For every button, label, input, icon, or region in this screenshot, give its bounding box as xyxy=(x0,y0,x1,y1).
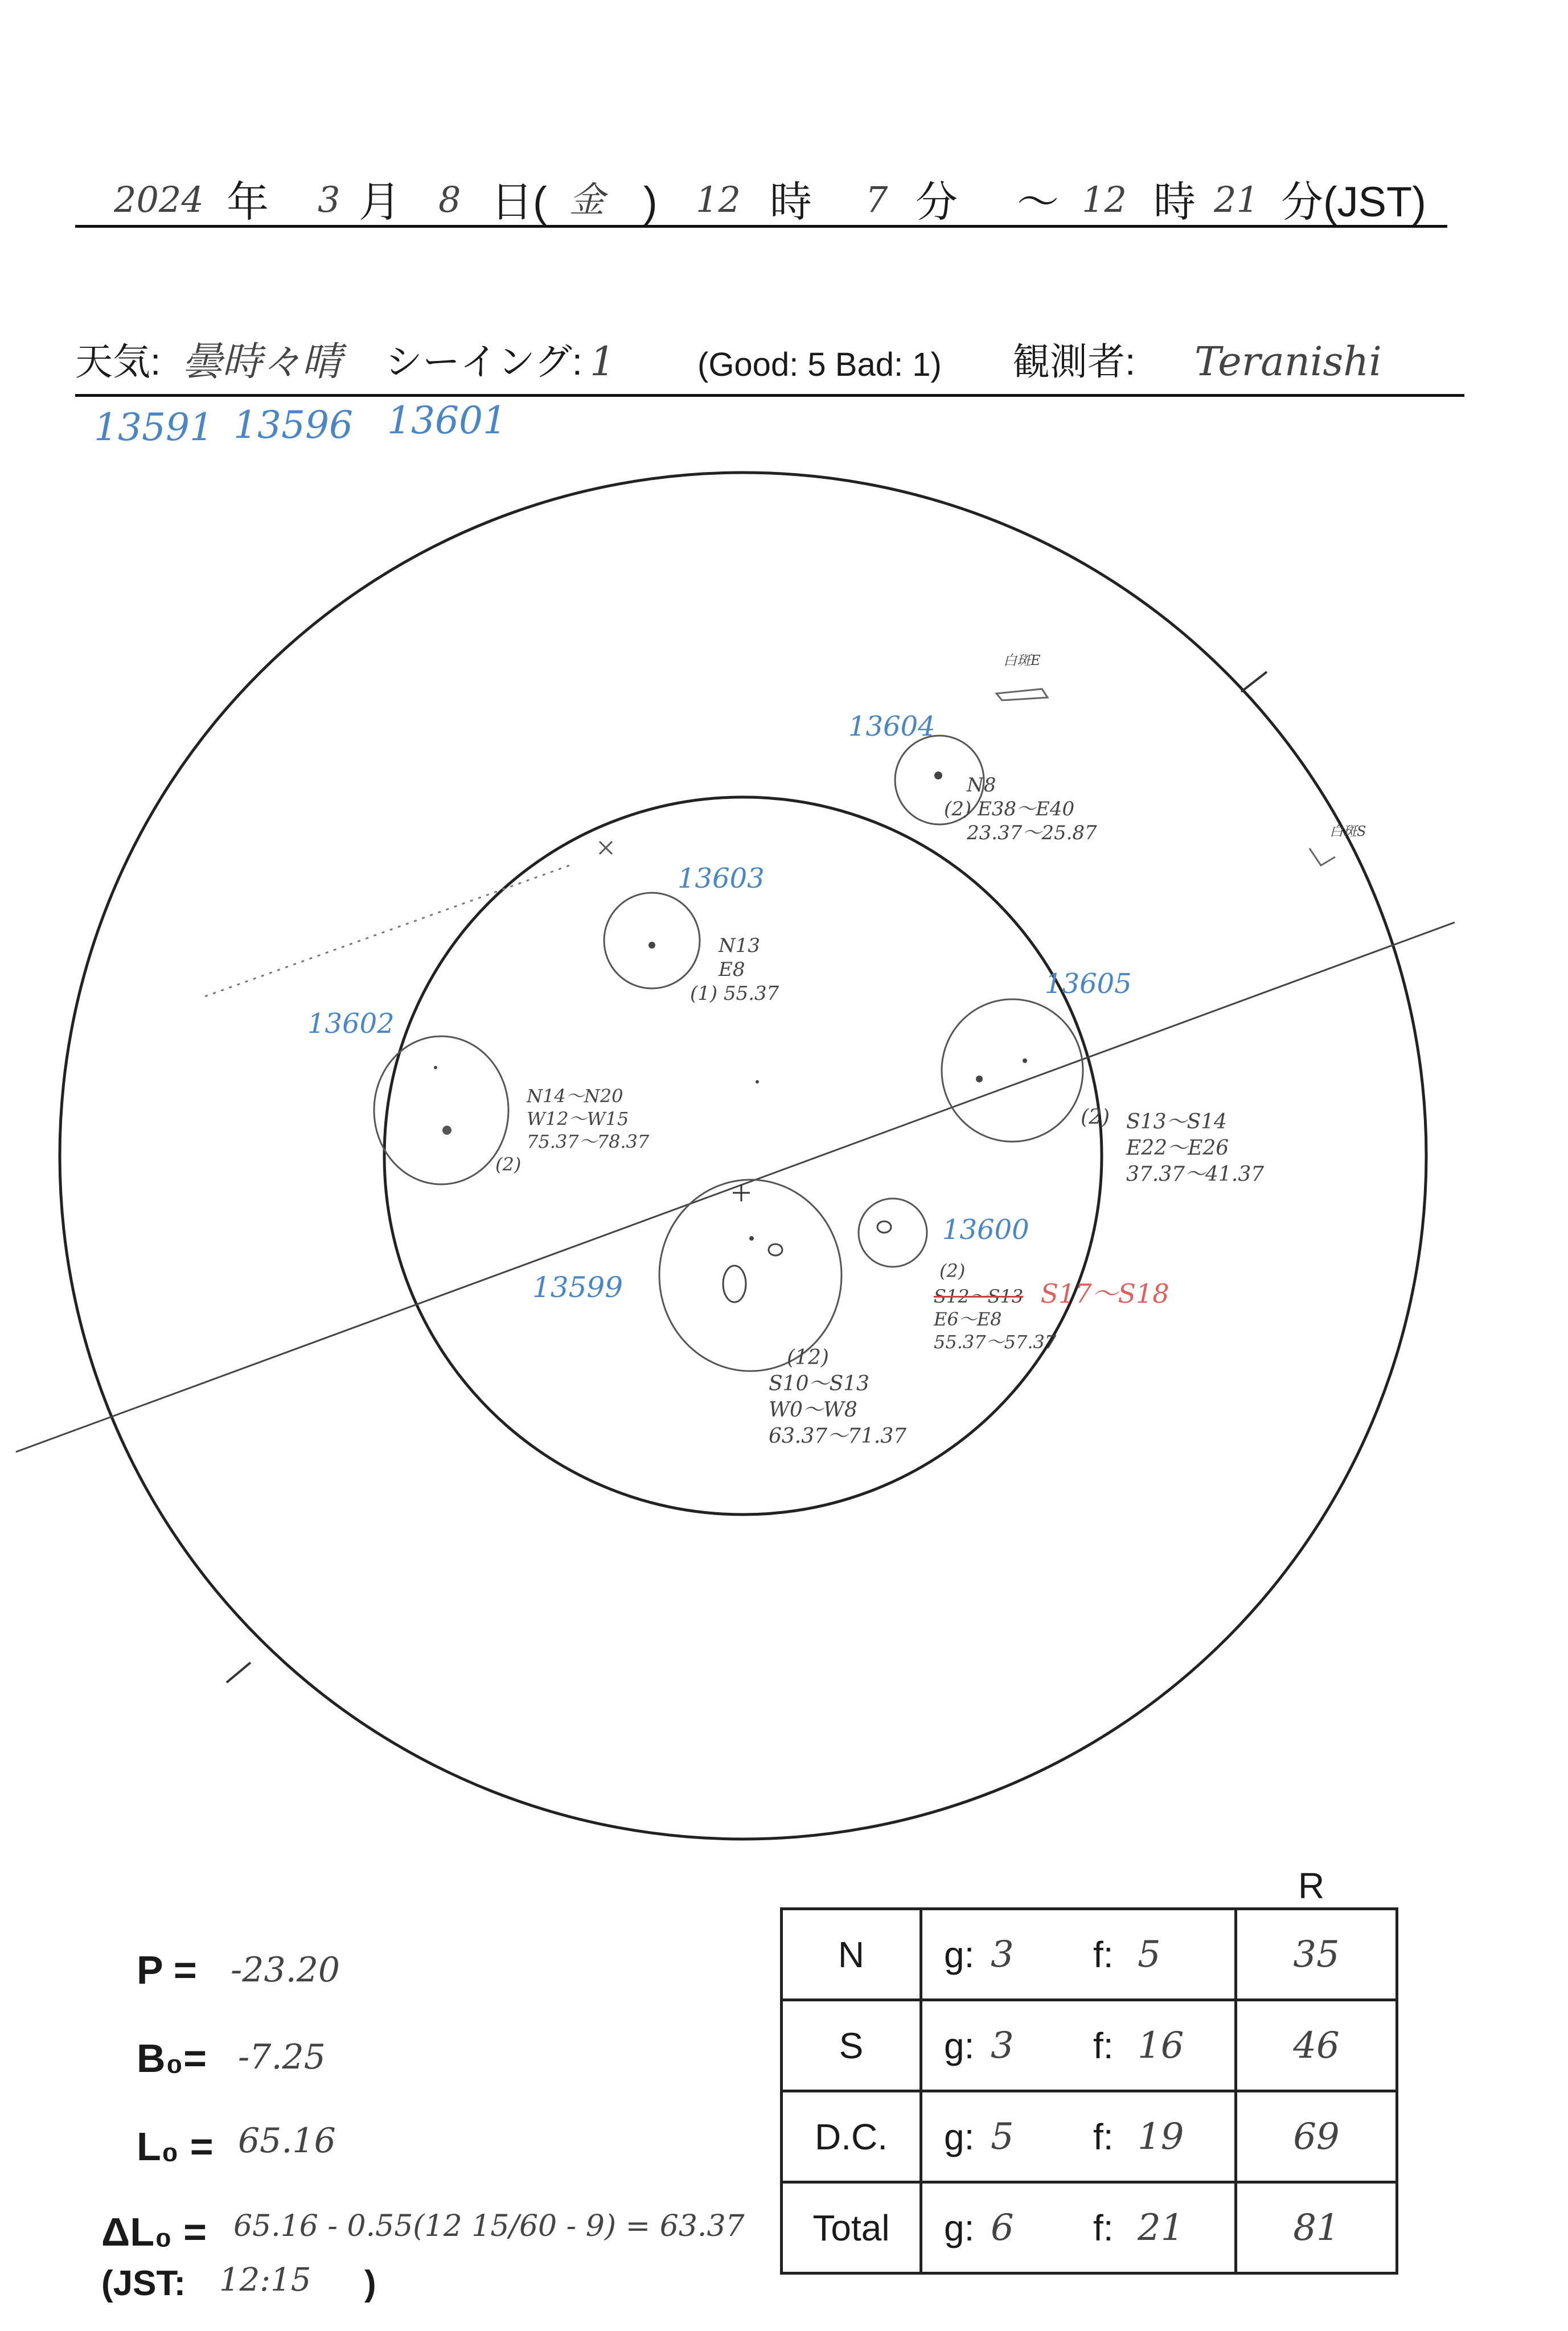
region-13605-notes xyxy=(1081,1105,1265,1188)
spot-13603 xyxy=(648,942,655,949)
region-13604-line-3: 23.37～25.87 xyxy=(967,822,1097,844)
region-13602-line-1: N14～N20 xyxy=(527,1085,623,1107)
b0-label: B₀= xyxy=(137,2036,207,2080)
weekday-close: ) xyxy=(643,178,658,225)
month-value: 3 xyxy=(318,179,340,220)
region-13602-number: 13602 xyxy=(307,1008,395,1040)
table-row-dc xyxy=(782,2091,1397,2182)
region-13605-line-2: S13～S14 xyxy=(1126,1110,1227,1134)
spot-13602-a xyxy=(442,1126,451,1135)
region-13603-outline xyxy=(604,893,700,988)
pole-tick-north xyxy=(1241,672,1267,692)
end-minute: 21 xyxy=(1214,179,1259,220)
seeing-label: シーイング: xyxy=(385,340,583,383)
month-unit: 月 xyxy=(359,178,401,225)
f-key-s: f: xyxy=(1093,2025,1114,2066)
start-hour: 12 xyxy=(696,179,741,220)
region-13604-notes xyxy=(944,773,1097,845)
gf-cell-s xyxy=(921,2000,1236,2091)
region-13600-notes xyxy=(934,1259,1169,1353)
row-label-n: N xyxy=(782,1909,921,2000)
b0-value: -7.25 xyxy=(238,2037,326,2077)
r-value-s: 46 xyxy=(1236,2000,1397,2091)
jst-close: ) xyxy=(364,2264,376,2303)
r-column-header: R xyxy=(1298,1865,1325,1906)
region-13602-line-4: (2) xyxy=(495,1154,522,1175)
region-list-3: 13601 xyxy=(387,399,507,442)
g-key-n: g: xyxy=(944,1934,975,1975)
table-row-total xyxy=(782,2182,1397,2273)
region-13599-outline xyxy=(659,1180,842,1371)
day-unit: 日( xyxy=(491,178,547,225)
facula-note-e: 白斑E xyxy=(1003,652,1041,668)
seeing-scale: (Good: 5 Bad: 1) xyxy=(697,346,942,383)
f-value-dc: 19 xyxy=(1138,2115,1184,2158)
table-row-s xyxy=(782,2000,1397,2091)
region-13600-line-5: 55.37～57.37 xyxy=(934,1331,1057,1353)
region-13600-line-2 xyxy=(934,1278,1169,1309)
observer-label: 観測者: xyxy=(1012,340,1136,383)
spot-13602-b xyxy=(434,1066,437,1069)
facula-e-sketch xyxy=(996,689,1048,700)
f-key-total: f: xyxy=(1093,2207,1114,2248)
region-13599-number: 13599 xyxy=(532,1271,623,1304)
row-label-total: Total xyxy=(782,2182,921,2273)
spot-13599-c xyxy=(749,1236,754,1241)
region-13604-line-1: N8 xyxy=(967,774,996,797)
weather-label: 天気: xyxy=(75,340,161,383)
region-13599-notes xyxy=(769,1345,906,1450)
region-13605-outline xyxy=(942,999,1083,1142)
region-list-1: 13591 xyxy=(94,405,214,449)
time-range-tilde: ～ xyxy=(1017,178,1059,225)
gf-cell-n xyxy=(921,1909,1236,2000)
pole-tick-south xyxy=(227,1663,251,1682)
dotted-track xyxy=(205,865,569,996)
f-key-n: f: xyxy=(1093,1934,1114,1975)
spot-13605-a xyxy=(976,1076,983,1082)
spot-13605-b xyxy=(1023,1058,1027,1063)
start-minute-unit: 分 xyxy=(916,178,958,225)
region-13602-line-2: W12～W15 xyxy=(527,1108,629,1130)
r-value-n: 35 xyxy=(1236,1909,1397,2000)
year-unit: 年 xyxy=(227,178,269,225)
table-row-n xyxy=(782,1909,1397,2000)
g-key-dc: g: xyxy=(944,2116,975,2157)
sunspot-count-table xyxy=(780,1907,1398,2275)
dl0-label: ΔL₀ = xyxy=(101,2210,207,2254)
f-value-n: 5 xyxy=(1138,1933,1161,1976)
g-value-s: 3 xyxy=(991,2024,1014,2067)
seeing-value: 1 xyxy=(590,338,615,385)
region-13603-line-2: E8 xyxy=(719,958,745,981)
region-13605-number: 13605 xyxy=(1045,968,1132,1000)
year-value: 2024 xyxy=(114,179,204,220)
p-label: P = xyxy=(137,1948,197,1992)
start-minute: 7 xyxy=(865,179,888,220)
f-key-dc: f: xyxy=(1093,2116,1114,2157)
end-hour: 12 xyxy=(1082,179,1127,220)
weekday-value: 金 xyxy=(569,179,605,220)
spot-13599-main xyxy=(723,1266,746,1302)
f-value-s: 16 xyxy=(1138,2024,1184,2067)
region-13603-line-3: (1) 55.37 xyxy=(690,982,779,1005)
jst-value: 12:15 xyxy=(219,2262,311,2299)
end-minute-unit: 分(JST) xyxy=(1281,178,1426,225)
r-value-dc: 69 xyxy=(1236,2091,1397,2182)
dl0-value: 65.16 - 0.55(12 15/60 - 9) = 63.37 xyxy=(233,2209,745,2243)
g-key-s: g: xyxy=(944,2025,975,2066)
r-value-total: 81 xyxy=(1236,2182,1397,2273)
region-13599-line-2: S10～S13 xyxy=(769,1372,869,1396)
row-label-s: S xyxy=(782,2000,921,2091)
region-13604-line-2: (2) E38～E40 xyxy=(944,798,1075,820)
g-value-dc: 5 xyxy=(991,2115,1014,2158)
disk-center-dot xyxy=(756,1080,759,1084)
spot-13604 xyxy=(934,771,942,779)
region-13605-line-3: E22～E26 xyxy=(1126,1136,1229,1160)
inner-disk-circle xyxy=(384,797,1102,1515)
region-13602-outline xyxy=(374,1036,508,1184)
gf-cell-total xyxy=(921,2182,1236,2273)
region-13603-line-1: N13 xyxy=(719,934,761,957)
region-13605-line-4: 37.37～41.37 xyxy=(1126,1163,1265,1186)
g-key-total: g: xyxy=(944,2207,975,2248)
region-13599-line-4: 63.37～71.37 xyxy=(769,1425,907,1448)
spot-13599-b xyxy=(769,1244,782,1255)
l0-label: L₀ = xyxy=(137,2124,214,2169)
row-label-dc: D.C. xyxy=(782,2091,921,2182)
region-13600-struck-latitude: S12～S13 xyxy=(934,1286,1024,1307)
jst-label: (JST: xyxy=(101,2264,186,2303)
day-value: 8 xyxy=(438,179,461,220)
region-13600-line-4: E6～E8 xyxy=(934,1308,1002,1330)
region-13599-line-3: W0～W8 xyxy=(769,1398,857,1422)
region-13603-notes xyxy=(690,934,779,1006)
weather-value: 曇時々晴 xyxy=(182,338,342,385)
region-13599-line-1: (12) xyxy=(787,1346,829,1369)
region-13600-line-1: (2) xyxy=(939,1260,966,1282)
region-13600-outline xyxy=(859,1199,927,1267)
facula-note-s: 白斑S xyxy=(1329,823,1366,839)
region-13602-notes xyxy=(495,1085,650,1176)
spot-13600 xyxy=(877,1221,891,1233)
observer-value: Teranishi xyxy=(1195,338,1382,385)
g-value-n: 3 xyxy=(991,1933,1014,1976)
facula-s-sketch xyxy=(1310,848,1335,865)
region-list-2: 13596 xyxy=(233,403,353,447)
region-13600-corrected-latitude: S17～S18 xyxy=(1040,1278,1169,1309)
region-13604-number: 13604 xyxy=(848,711,935,742)
region-13602-line-3: 75.37～78.37 xyxy=(527,1131,650,1152)
start-hour-unit: 時 xyxy=(770,178,812,225)
region-13603-number: 13603 xyxy=(678,863,765,894)
g-value-total: 6 xyxy=(991,2206,1014,2249)
f-value-total: 21 xyxy=(1138,2206,1184,2249)
p-value: -23.20 xyxy=(231,1950,340,1990)
region-13605-line-1: (2) xyxy=(1081,1106,1110,1129)
gf-cell-dc xyxy=(921,2091,1236,2182)
l0-value: 65.16 xyxy=(238,2121,336,2161)
region-13600-number: 13600 xyxy=(942,1214,1029,1246)
end-hour-unit: 時 xyxy=(1154,178,1196,225)
